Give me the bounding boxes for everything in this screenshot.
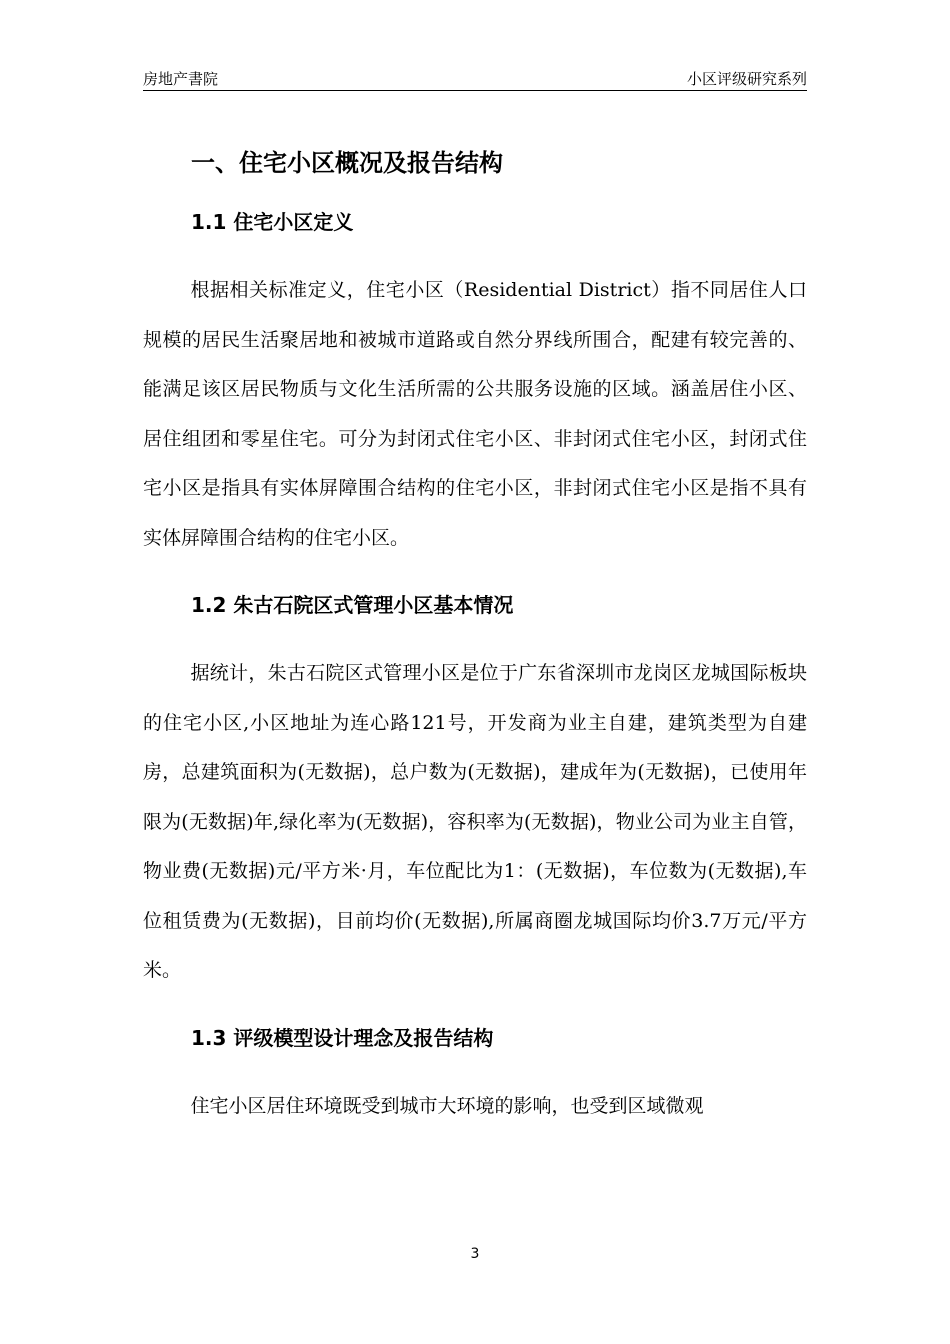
header-series-title: 小区评级研究系列 bbox=[686, 70, 807, 88]
page-header bbox=[143, 64, 807, 91]
section-paragraph-1-3: 住宅小区居住环境既受到城市大环境的影响，也受到区域微观 bbox=[190, 1094, 704, 1117]
header-publisher: 房地产書院 bbox=[143, 70, 219, 88]
section-paragraph-1-2: 据统计，朱古石院区式管理小区是位于广东省深圳市龙岗区龙城国际板块的住宅小区,小区地址为连心路121号，开发商为业主自建，建筑类型为自建房，总建筑面积为(无数据)，总户数为(无数据)，建成年为(无数据)，已使用年限为(无数据)年,绿化率为(无数据)，容积率为(无数据)，物业公司为业主自管，物业费(无数据)元/平方米·月，车位配比为1：(无数据)，车位数为(无数据),车位租赁费为(无数据)，目前均价(无数据),所属商圈龙城国际均价3.7万元/平方米。 bbox=[143, 662, 807, 981]
section-title-1-1: 1.1 住宅小区定义 bbox=[191, 210, 354, 234]
page-number: 3 bbox=[470, 1246, 480, 1262]
section-title-1-3: 1.3 评级模型设计理念及报告结构 bbox=[191, 1025, 494, 1050]
section-title-1-2: 1.2 朱古石院区式管理小区基本情况 bbox=[191, 593, 514, 617]
section-paragraph-1-1: 根据相关标准定义，住宅小区（Residential District）指不同居住人口规模的居民生活聚居地和被城市道路或自然分界线所围合，配建有较完善的、能满足该区居民物质与文化生活所需的公共服务设施的区域。涵盖居住小区、居住组团和零星住宅。可分为封闭式住宅小区、非封闭式住宅小区，封闭式住宅小区是指具有实体屏障围合结构的住宅小区，非封闭式住宅小区是指不具有实体屏障围合结构的住宅小区。 bbox=[143, 279, 807, 549]
chapter-title: 一、住宅小区概况及报告结构 bbox=[191, 149, 503, 177]
document-body bbox=[143, 140, 807, 1131]
